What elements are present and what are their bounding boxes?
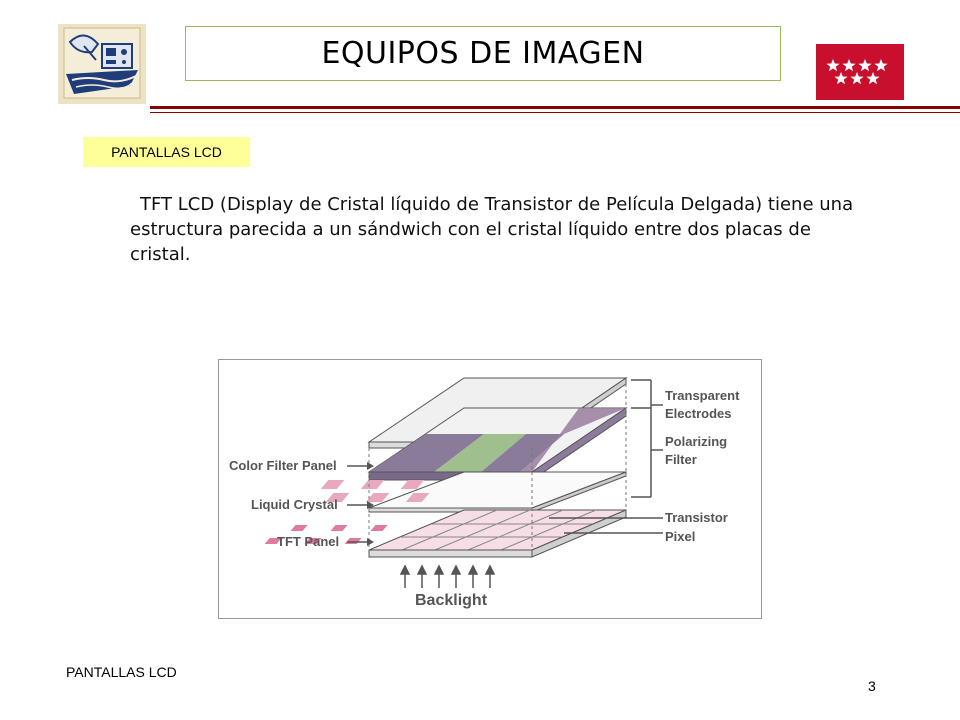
label-transistor: Transistor (665, 510, 728, 525)
backlight-arrows (401, 566, 494, 588)
lcd-structure-diagram (218, 359, 762, 619)
page-title: EQUIPOS DE IMAGEN (321, 36, 645, 71)
title-box (185, 26, 781, 81)
section-badge: PANTALLAS LCD (83, 137, 250, 167)
label-color-filter-panel: Color Filter Panel (229, 458, 337, 473)
page-number: 3 (868, 678, 876, 694)
footer-label: PANTALLAS LCD (66, 664, 177, 680)
label-tft-panel: TFT Panel (277, 534, 340, 549)
label-filter: Filter (665, 452, 697, 467)
liquid-crystal-layer (321, 472, 626, 512)
left-labels (229, 458, 374, 549)
label-pixel: Pixel (665, 529, 696, 544)
label-electrodes: Electrodes (665, 406, 732, 421)
label-transparent: Transparent (665, 388, 740, 403)
label-polarizing: Polarizing (665, 434, 728, 449)
label-liquid-crystal: Liquid Crystal (251, 497, 338, 512)
label-backlight: Backlight (415, 592, 488, 609)
header-rule (150, 106, 960, 109)
lcd-layers-illustration (219, 360, 761, 618)
madrid-flag-stars-icon (816, 44, 904, 100)
flag (816, 44, 904, 100)
satellite-camera-logo-icon (58, 24, 146, 104)
body-paragraph: TFT LCD (Display de Cristal líquido de Transistor de Película Delgada) tiene una estructura parecida a un sándwich con el cristal líquido entre dos placas de cristal. (130, 194, 854, 265)
logo-left (58, 24, 146, 104)
header-rule-thin (150, 112, 960, 113)
